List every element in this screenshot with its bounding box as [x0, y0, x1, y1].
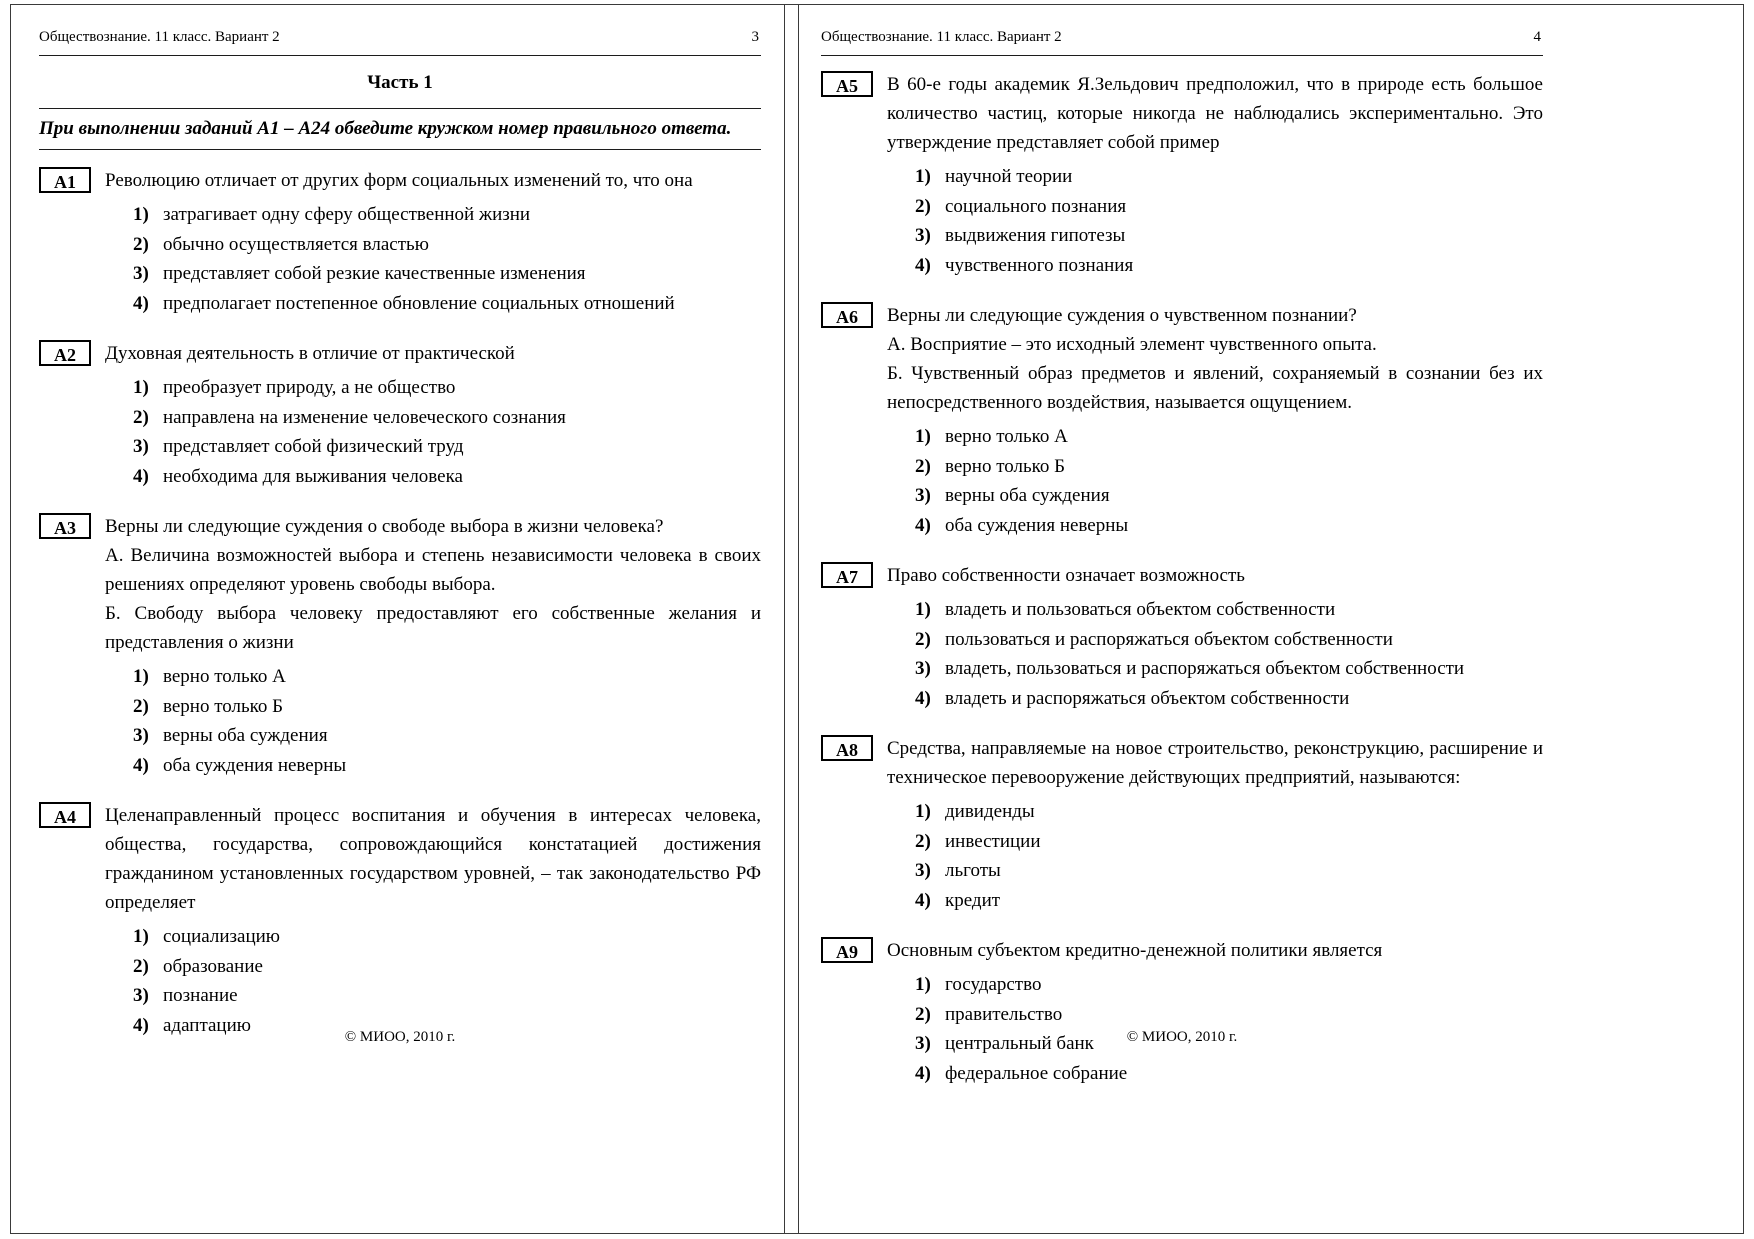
page-number: 4 [1533, 29, 1541, 45]
option-text: представляет собой резкие качественные изменения [163, 263, 586, 284]
question-text-line: Целенаправленный процесс воспитания и обучения в интересах человека, общества, государства, сопровождающийся констатацией достижения гражданином установленных государством уровней, – так законодательство РФ определяет [105, 805, 761, 913]
option-number: 3) [133, 263, 149, 284]
option-text: затрагивает одну сферу общественной жизни [163, 204, 531, 225]
answer-option [915, 452, 1543, 482]
option-number: 3) [915, 1033, 931, 1054]
question-text-line: А. Величина возможностей выбора и степень независимости человека в своих решениях определяют уровень свободы выбора. [105, 545, 761, 595]
option-number: 3) [915, 225, 931, 246]
question-block [821, 70, 1543, 280]
question-options [105, 373, 761, 491]
answer-option [915, 856, 1543, 886]
option-number: 2) [915, 455, 931, 477]
option-text: дивиденды [945, 801, 1035, 822]
option-number: 4) [133, 292, 149, 314]
option-text: владеть и распоряжаться объектом собственности [945, 687, 1350, 709]
answer-option [915, 422, 1543, 452]
option-text: верны оба суждения [945, 485, 1110, 506]
question-label: А2 [39, 340, 91, 366]
option-number: 4) [915, 889, 931, 911]
answer-option [133, 721, 761, 751]
option-text: чувственного познания [945, 254, 1134, 276]
answer-option [915, 684, 1543, 714]
answer-option [915, 797, 1543, 827]
question-text-line: Б. Свободу выбора человеку предоставляют его собственные желания и представления о жизни [105, 603, 761, 653]
option-text: познание [163, 985, 238, 1006]
question-options [887, 595, 1543, 713]
document-title: Обществознание. 11 класс. Вариант 2 [39, 29, 280, 45]
header-divider [821, 55, 1543, 56]
question-options [105, 922, 761, 1040]
option-number: 1) [915, 974, 931, 995]
answer-option [915, 511, 1543, 541]
question-options [105, 662, 761, 780]
question-body [105, 339, 761, 491]
answer-option [133, 981, 761, 1011]
page-3-content [11, 5, 761, 1040]
option-text: владеть, пользоваться и распоряжаться объектом собственности [945, 658, 1465, 679]
option-text: научной теории [945, 166, 1073, 187]
question-text-line: Верны ли следующие суждения о чувственном познании? [887, 305, 1357, 326]
option-text: инвестиции [945, 830, 1041, 852]
document-title: Обществознание. 11 класс. Вариант 2 [821, 29, 1062, 45]
option-text: преобразует природу, а не общество [163, 377, 456, 398]
instruction-block [39, 108, 761, 150]
question-body [105, 166, 761, 318]
option-text: центральный банк [945, 1033, 1094, 1054]
question-options [887, 162, 1543, 280]
question-text-line: Духовная деятельность в отличие от практической [105, 343, 515, 364]
answer-option [915, 1000, 1543, 1030]
question-block [821, 734, 1543, 915]
answer-option [133, 289, 761, 319]
answer-option [915, 221, 1543, 251]
option-number: 4) [915, 254, 931, 276]
question-text-line: Средства, направляемые на новое строительство, реконструкцию, расширение и техническое перевооружение действующих предприятий, называются: [887, 738, 1543, 788]
option-number: 2) [133, 955, 149, 977]
option-number: 3) [133, 985, 149, 1006]
answer-option [133, 200, 761, 230]
answer-option [133, 259, 761, 289]
answer-option [915, 192, 1543, 222]
option-text: владеть и пользоваться объектом собственности [945, 599, 1336, 620]
answer-option [133, 432, 761, 462]
page-4-footer: © МИОО, 2010 г. [1126, 1029, 1238, 1045]
questions-page-3 [39, 166, 761, 1040]
question-body [105, 512, 761, 780]
question-label: А1 [39, 167, 91, 193]
question-body [105, 801, 761, 1040]
answer-option [915, 827, 1543, 857]
option-number: 4) [915, 1062, 931, 1084]
question-block [821, 561, 1543, 713]
page-3-header [39, 29, 761, 46]
option-number: 4) [133, 1014, 149, 1036]
option-text: выдвижения гипотезы [945, 225, 1126, 246]
option-text: социализацию [163, 926, 280, 947]
option-text: представляет собой физический труд [163, 436, 464, 457]
question-text [887, 70, 1543, 157]
option-number: 2) [915, 628, 931, 650]
option-number: 3) [133, 436, 149, 457]
answer-option [915, 251, 1543, 281]
instruction-bottom-divider [39, 149, 761, 150]
page-4-content [799, 5, 1543, 1088]
option-number: 4) [133, 754, 149, 776]
page-gap [785, 5, 798, 1233]
answer-option [133, 952, 761, 982]
part-title: Часть 1 [367, 72, 433, 93]
question-text [105, 339, 761, 368]
question-body [887, 734, 1543, 915]
question-label: А3 [39, 513, 91, 539]
answer-option [915, 625, 1543, 655]
option-number: 1) [915, 599, 931, 620]
answer-option [133, 662, 761, 692]
option-text: предполагает постепенное обновление социальных отношений [163, 292, 675, 314]
option-number: 2) [133, 233, 149, 255]
question-text-line: В 60-е годы академик Я.Зельдович предположил, что в природе есть большое количество частиц, которые никогда не наблюдались экспериментально. Это утверждение представляет собой пример [887, 74, 1543, 153]
option-text: верно только А [163, 666, 286, 687]
answer-option [133, 403, 761, 433]
option-number: 1) [915, 166, 931, 187]
answer-option [915, 654, 1543, 684]
question-block [39, 801, 761, 1040]
question-text-line: Основным субъектом кредитно-денежной политики является [887, 940, 1383, 961]
option-text: льготы [945, 860, 1001, 881]
question-block [39, 166, 761, 318]
question-text [887, 301, 1543, 417]
option-text: адаптацию [163, 1014, 251, 1036]
question-label: А4 [39, 802, 91, 828]
option-number: 2) [133, 695, 149, 717]
question-text [887, 734, 1543, 792]
answer-option [915, 595, 1543, 625]
question-text-line: Революцию отличает от других форм социальных изменений то, что она [105, 170, 693, 191]
option-number: 1) [133, 377, 149, 398]
question-label: А6 [821, 302, 873, 328]
question-body [887, 936, 1543, 1088]
option-number: 4) [915, 514, 931, 536]
option-number: 2) [915, 195, 931, 217]
option-text: пользоваться и распоряжаться объектом собственности [945, 628, 1393, 650]
answer-option [133, 751, 761, 781]
question-label: А9 [821, 937, 873, 963]
answer-option [133, 230, 761, 260]
question-body [887, 561, 1543, 713]
answer-option [915, 970, 1543, 1000]
option-text: направлена на изменение человеческого сознания [163, 406, 566, 428]
option-text: социального познания [945, 195, 1127, 217]
question-text [105, 166, 761, 195]
option-number: 3) [915, 658, 931, 679]
questions-page-4 [821, 70, 1543, 1088]
option-text: необходима для выживания человека [163, 465, 463, 487]
question-text-line: Верны ли следующие суждения о свободе выбора в жизни человека? [105, 516, 664, 537]
option-text: государство [945, 974, 1042, 995]
option-text: кредит [945, 889, 1001, 911]
question-label: А7 [821, 562, 873, 588]
question-text-line: Б. Чувственный образ предметов и явлений, сохраняемый в сознании без их непосредственного воздействия, называется ощущением. [887, 363, 1543, 413]
header-divider [39, 55, 761, 56]
answer-option [133, 373, 761, 403]
answer-option [915, 162, 1543, 192]
question-text [887, 936, 1543, 965]
page-4 [798, 5, 1743, 1233]
question-body [887, 301, 1543, 540]
question-options [105, 200, 761, 318]
option-number: 2) [915, 1003, 931, 1025]
answer-option [133, 692, 761, 722]
question-text [105, 512, 761, 657]
question-block [39, 339, 761, 491]
option-number: 4) [915, 687, 931, 709]
option-number: 1) [915, 426, 931, 447]
question-text-line: А. Восприятие – это исходный элемент чувственного опыта. [887, 334, 1377, 355]
option-text: обычно осуществляется властью [163, 233, 429, 255]
option-number: 1) [133, 666, 149, 687]
answer-option [133, 462, 761, 492]
option-text: федеральное собрание [945, 1062, 1128, 1084]
option-number: 3) [915, 485, 931, 506]
question-options [887, 422, 1543, 540]
question-label: А8 [821, 735, 873, 761]
page-3 [11, 5, 785, 1233]
option-number: 4) [133, 465, 149, 487]
option-number: 1) [133, 204, 149, 225]
question-label: А5 [821, 71, 873, 97]
option-number: 1) [915, 801, 931, 822]
option-number: 2) [915, 830, 931, 852]
question-block [821, 936, 1543, 1088]
question-block [821, 301, 1543, 540]
option-number: 2) [133, 406, 149, 428]
option-number: 3) [915, 860, 931, 881]
option-number: 3) [133, 725, 149, 746]
page-3-footer: © МИОО, 2010 г. [344, 1029, 456, 1045]
answer-option [915, 1059, 1543, 1089]
option-text: оба суждения неверны [163, 754, 347, 776]
option-text: образование [163, 955, 263, 977]
page-4-header [821, 29, 1543, 46]
question-text-line: Право собственности означает возможность [887, 565, 1245, 586]
option-text: оба суждения неверны [945, 514, 1129, 536]
option-text: верны оба суждения [163, 725, 328, 746]
instruction-text: При выполнении заданий А1 – А24 обведите кружком номер правильного ответа. [39, 118, 732, 139]
question-text [887, 561, 1543, 590]
document-frame [10, 4, 1744, 1234]
question-options [887, 797, 1543, 915]
option-text: правительство [945, 1003, 1063, 1025]
question-text [105, 801, 761, 917]
answer-option [915, 481, 1543, 511]
page-number: 3 [751, 29, 759, 45]
answer-option [133, 922, 761, 952]
option-number: 1) [133, 926, 149, 947]
question-block [39, 512, 761, 780]
option-text: верно только Б [163, 695, 284, 717]
answer-option [915, 886, 1543, 916]
option-text: верно только Б [945, 455, 1066, 477]
question-body [887, 70, 1543, 280]
option-text: верно только А [945, 426, 1068, 447]
